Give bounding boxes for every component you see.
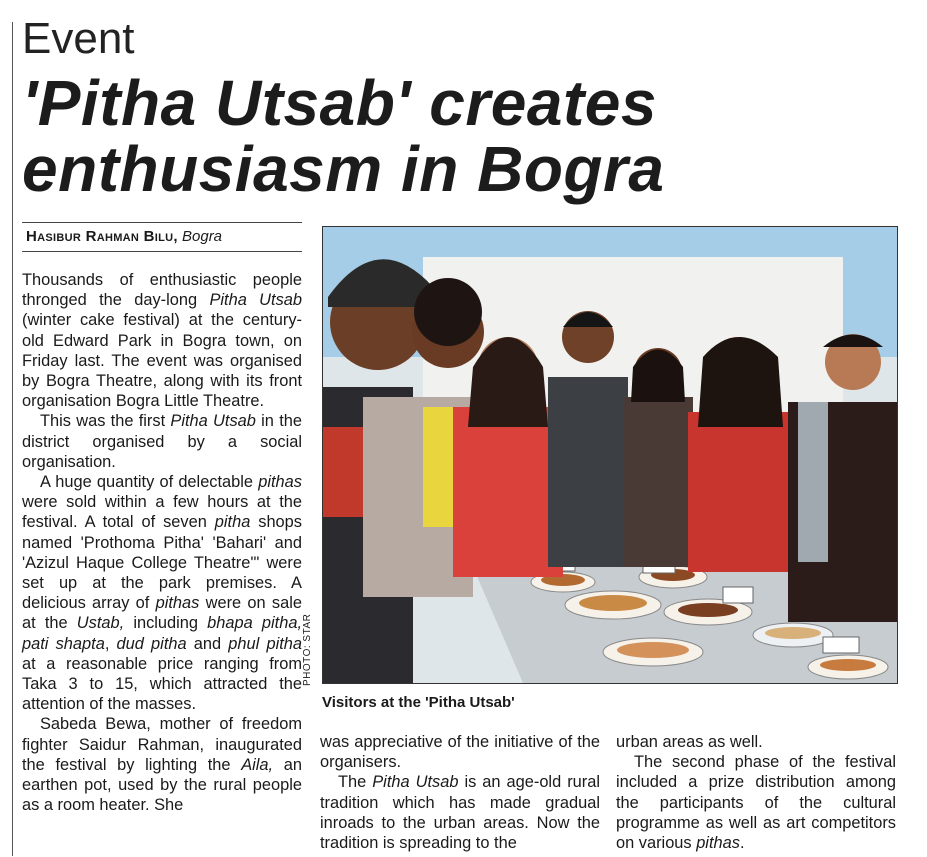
byline-rule-top <box>22 222 302 223</box>
text-run: Sabeda Bewa, mother of freedom fighter Saidur Rahman, inaugurated the festival by lighting the <box>22 715 302 774</box>
byline <box>22 222 302 252</box>
article-column-3 <box>616 732 896 853</box>
text-run-italic: pitha <box>214 513 251 532</box>
text-run-italic: pithas <box>155 594 200 613</box>
article-column-2 <box>320 732 600 853</box>
article-column-1 <box>22 270 302 815</box>
text-run-italic: pati shapta <box>22 634 105 653</box>
photo-person-2-hair <box>414 278 482 346</box>
text-run: , <box>104 634 117 653</box>
byline-text <box>26 228 222 246</box>
text-run-italic: pithas <box>258 473 302 492</box>
text-run: (winter cake festival) at the century-old Edward Park in Bogra town, on Friday last. The event was organised by Bogra Theatre, along with its front organisation Bogra Little Theatre. <box>22 311 302 411</box>
text-run-italic: dud pitha <box>116 634 187 653</box>
section-kicker: Event <box>22 14 135 63</box>
text-run-italic: pithas <box>696 834 740 853</box>
photo-pitha <box>678 603 738 617</box>
headline-line-1: 'Pitha Utsab' creates <box>22 67 657 139</box>
photo-person-4-dress <box>453 407 563 577</box>
text-run: The second phase of the festival included a prize distribution among the participants of the cultural programme as well as art competitors on various <box>616 753 896 853</box>
photo-pitha <box>765 627 821 639</box>
event-photo <box>322 226 898 684</box>
photo-person-5-jacket <box>548 377 628 567</box>
photo-pitha <box>617 642 689 658</box>
photo-pitha <box>579 595 647 611</box>
text-run: Thousands of enthusiastic people thronged the day-long <box>22 271 302 310</box>
text-run-italic: phul pitha <box>228 634 302 653</box>
author-name: Hasibur Rahman Bilu, <box>26 228 178 245</box>
text-run: and <box>186 634 229 653</box>
photo-caption: Visitors at the 'Pitha Utsab' <box>322 694 515 711</box>
text-run-italic: Pitha Utsab <box>170 412 256 431</box>
photo-person-7-hair <box>698 337 783 427</box>
text-run: This was the first <box>40 412 171 431</box>
text-run-italic: bhapa pitha, <box>207 614 303 633</box>
text-run: were on sale at the <box>22 594 302 633</box>
text-run: in the district organised by a social organisation. <box>22 412 302 471</box>
headline <box>22 67 902 205</box>
text-run-italic: Ustab, <box>76 614 125 633</box>
text-run: an earthen pot, used by the rural people as a room heater. She <box>22 755 302 815</box>
left-column-rule <box>12 22 13 856</box>
text-run: is an age-old rural tradition which has made gradual inroads to the urban areas. Now the tradition is spreading to the <box>320 773 600 853</box>
paragraph <box>22 411 302 472</box>
text-run: shops named 'Prothoma Pitha' 'Bahari' and 'Azizul Haque College Theatre'" were set up at the park premises. A delicious array of <box>22 513 302 613</box>
text-run-italic: Pitha Utsab <box>209 291 302 310</box>
photo-illustration <box>323 227 897 683</box>
paragraph <box>320 772 600 853</box>
text-run-italic: Aila, <box>241 755 274 774</box>
headline-line-2: enthusiasm in Bogra <box>22 133 665 205</box>
author-location: Bogra <box>182 228 223 245</box>
text-run: at a reasonable price ranging from Taka 3 to 15, which attracted the attention of the masses. <box>22 654 302 714</box>
paragraph: urban areas as well. <box>616 733 763 751</box>
photo-person-8-shawl <box>798 402 828 562</box>
text-run-italic: Pitha Utsab <box>372 773 459 792</box>
photo-credit: PHOTO: STAR <box>302 613 313 686</box>
paragraph <box>22 472 302 714</box>
paragraph <box>616 752 896 853</box>
text-run: . <box>739 834 745 853</box>
text-run: including <box>124 614 208 633</box>
paragraph: was appreciative of the initiative of the organisers. <box>320 733 600 772</box>
text-run: The <box>338 773 373 792</box>
byline-rule-bottom <box>22 251 302 252</box>
paragraph <box>22 714 302 815</box>
photo-person-7-sari <box>688 412 798 572</box>
text-run: were sold within a few hours at the festival. A total of seven <box>22 493 302 532</box>
photo-price-tag <box>823 637 859 653</box>
photo-price-tag <box>723 587 753 603</box>
paragraph <box>22 270 302 411</box>
text-run: A huge quantity of delectable <box>40 473 259 492</box>
photo-person-6-body <box>623 397 693 567</box>
photo-pitha <box>820 659 876 671</box>
